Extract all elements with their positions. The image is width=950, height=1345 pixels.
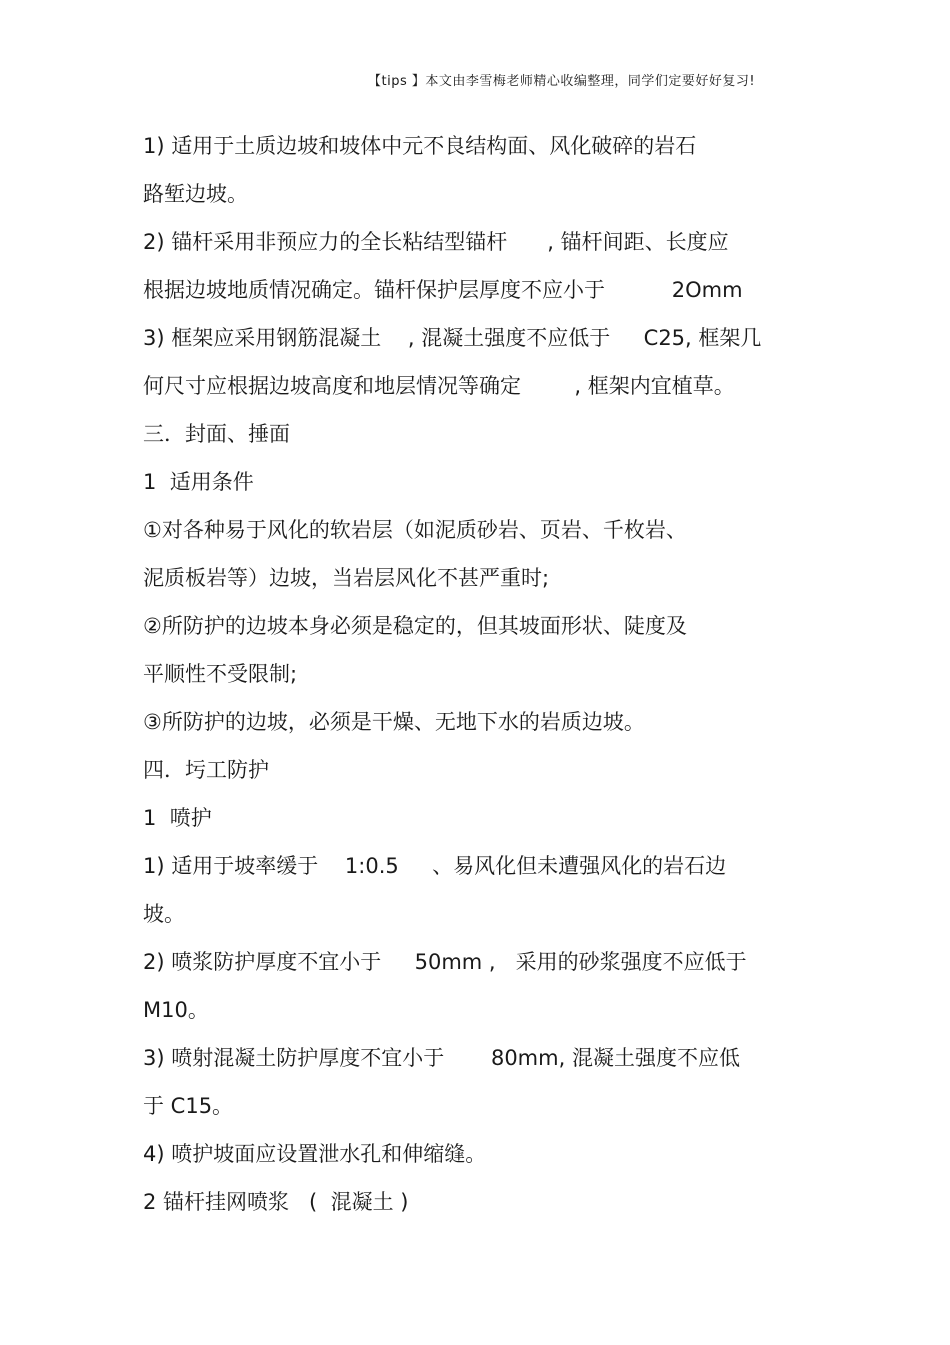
text-line: 根据边坡地质情况确定。锚杆保护层厚度不应小于 2Omm bbox=[143, 278, 743, 302]
subsection-heading: 1 喷护 bbox=[143, 806, 212, 830]
text-line: 泥质板岩等）边坡，当岩层风化不甚严重时; bbox=[143, 566, 550, 590]
subsection-heading: 1 适用条件 bbox=[143, 470, 254, 494]
text-line: 4) 喷护坡面应设置泄水孔和伸缩缝。 bbox=[143, 1142, 487, 1166]
text-line: ①对各种易于风化的软岩层（如泥质砂岩、页岩、千枚岩、 bbox=[143, 518, 687, 542]
text-line: M10。 bbox=[143, 998, 209, 1022]
text-line: 路堑边坡。 bbox=[143, 182, 248, 206]
text-line: 于 C15。 bbox=[143, 1094, 234, 1118]
text-line: 何尺寸应根据边坡高度和地层情况等确定 , 框架内宜植草。 bbox=[143, 374, 735, 398]
text-line: ③所防护的边坡，必须是干燥、无地下水的岩质边坡。 bbox=[143, 710, 645, 734]
header-tips: 【tips 】本文由李雪梅老师精心收编整理，同学们定要好好复习! bbox=[368, 74, 756, 89]
text-line: 平顺性不受限制; bbox=[143, 662, 298, 686]
text-line: 3) 框架应采用钢筋混凝土 , 混凝土强度不应低于 C25, 框架几 bbox=[143, 326, 762, 350]
section-heading: 四．圬工防护 bbox=[143, 758, 269, 782]
text-line: 1) 适用于土质边坡和坡体中元不良结构面、风化破碎的岩石 bbox=[143, 134, 697, 158]
section-heading: 三．封面、捶面 bbox=[143, 422, 290, 446]
text-line: 3) 喷射混凝土防护厚度不宜小于 80mm, 混凝土强度不应低 bbox=[143, 1046, 740, 1070]
subsection-heading: 2 锚杆挂网喷浆 ( 混凝土 ) bbox=[143, 1190, 409, 1214]
text-line: 1) 适用于坡率缓于 1:0.5 、易风化但未遭强风化的岩石边 bbox=[143, 854, 727, 878]
text-line: 2) 锚杆采用非预应力的全长粘结型锚杆 , 锚杆间距、长度应 bbox=[143, 230, 729, 254]
text-line: ②所防护的边坡本身必须是稳定的，但其坡面形状、陡度及 bbox=[143, 614, 687, 638]
text-line: 坡。 bbox=[143, 902, 185, 926]
text-line: 2) 喷浆防护厚度不宜小于 50mm , 采用的砂浆强度不应低于 bbox=[143, 950, 747, 974]
